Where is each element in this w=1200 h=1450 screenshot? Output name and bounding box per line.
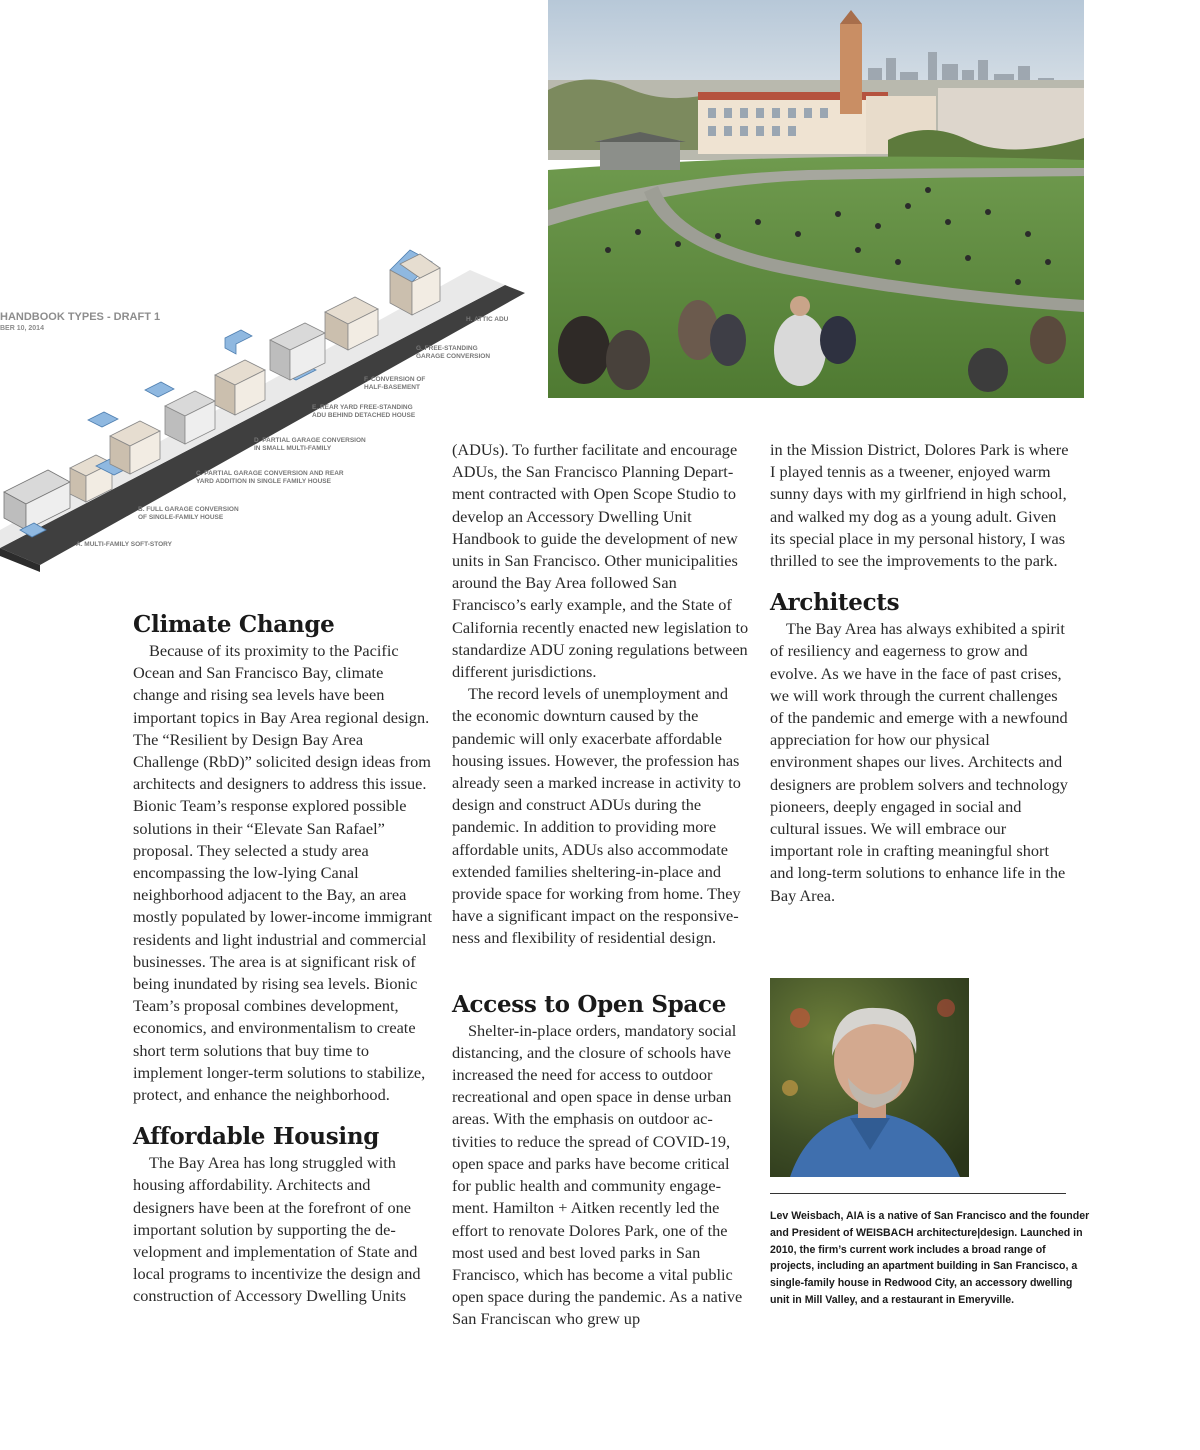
- bio-divider: [770, 1193, 1066, 1194]
- diagram-date: BER 10, 2014: [0, 325, 44, 332]
- diagram-label-g: G. FREE-STANDING: [416, 345, 478, 352]
- heading-access-open-space: Access to Open Space: [452, 990, 727, 1018]
- diagram-label-f: F. CONVERSION OF: [364, 376, 426, 383]
- diagram-label-g-2: GARAGE CONVERSION: [416, 353, 491, 360]
- paragraph-open-space: Shelter-in-place orders, mandatory social distancing, and the closure of schools have increased the need for access to outdoor recreational and open space in dense urban areas. With the emphasis on outdoor activities to reduce the spread of COVID-19, open space and parks have become critical for public health and community engagement. Hamilton + Aitken recently led the effort to renovate Dolores Park, one of the most used and best loved parks in San Francisco, which has become a vital public open space during the pandemic. As a native San Franciscan who grew up: [452, 1020, 743, 1329]
- heading-architects: Architects: [770, 589, 900, 617]
- paragraph-pandemic-adus: The record levels of unemployment and the economic downturn caused by the pandemic will only exacerbate affordable housing issues. However, the profession has already seen a marked increase in activity to design and construct ADUs during the pandemic. In addition to providing more affordable units, ADUs also accommodate extended families sheltering-in-place and provide space for working from home. They have a significant impact on the responsiveness and flexibility of residential design.: [452, 684, 741, 948]
- paragraph-adu-handbook: (ADUs). To further facilitate and encourage ADUs, the San Francisco Planning Department contracted with Open Scope Studio to develop an Accessory Dwelling Unit Handbook to guide the development of new units in San Francisco. Other municipalities around the Bay Area followed San Francisco’s early example, and the State of California recently enacted new legislation to standardize ADU zoning regulations between different jurisdictions.: [452, 440, 749, 682]
- heading-climate-change: Climate Change: [133, 611, 335, 638]
- diagram-label-a: A. MULTI-FAMILY SOFT-STORY: [76, 541, 172, 548]
- paragraph-affordable-housing: The Bay Area has long struggled with housing affordability. Architects and designers have been at the forefront of one important solution by supporting the development and implementation of State and local programs to incentivize the design and construction of Accessory Dwelling Units: [133, 1153, 421, 1306]
- diagram-label-e: E. REAR YARD FREE-STANDING: [312, 404, 413, 411]
- paragraph-architects: The Bay Area has always exhibited a spirit of resiliency and eagerness to grow and evolve. As we have in the face of past crises, we will work through the current challenges of the pandemic and emerge with a newfound appreciation for how our physical environment shapes our lives. Architects and designers are problem solvers and technology pioneers, deeply engaged in social and cultural issues. We will embrace our important role in crafting meaningful short and long-term solutions to enhance life in the Bay Area.: [770, 619, 1068, 905]
- diagram-label-b-2: OF SINGLE-FAMILY HOUSE: [138, 514, 224, 521]
- diagram-label-f-2: HALF-BASEMENT: [364, 384, 420, 391]
- diagram-label-d: D. PARTIAL GARAGE CONVERSION: [254, 437, 366, 444]
- paragraph-climate-change: Because of its proximity to the Pacific Ocean and San Francisco Bay, climate change and rising sea levels have been important topics in Bay Area regional design. The “Resilient by Design Bay Area Challenge (RbD)” solicited design ideas from architects and designers to address this issue. Bionic Team’s response explored possible solutions in their “Elevate San Rafael” proposal. They selected a study area encompassing the low-lying Canal neighborhood adjacent to the Bay, an area mostly populated by lower-income immigrant residents and light industrial and commercial businesses. The area is at significant risk of being inundated by rising sea levels. Bionic Team’s proposal combines development, economics, and environmentalism to create short term solutions that buy time to implement longer-term solutions to stabilize, protect, and enhance the neighborhood.: [133, 641, 433, 1105]
- article-column-2: [452, 439, 750, 1331]
- diagram-label-c-2: YARD ADDITION IN SINGLE FAMILY HOUSE: [196, 478, 331, 485]
- diagram-label-e-2: ADU BEHIND DETACHED HOUSE: [312, 412, 416, 419]
- author-portrait: [770, 978, 969, 1177]
- diagram-label-b: B. FULL GARAGE CONVERSION: [138, 506, 239, 513]
- author-bio: Lev Weisbach, AIA is a native of San Francisco and the founder and President of WEISBACH architecture|design. Launched in 2010, the firm’s current work includes a broad range of projects, including an apartment building in San Francisco, a single-family house in Redwood City, an accessory dwelling unit in Mill Valley, and a restaurant in Emeryville.: [770, 1210, 1090, 1306]
- diagram-label-d-2: IN SMALL MULTI-FAMILY: [254, 445, 332, 452]
- diagram-label-h: H. ATTIC ADU: [466, 316, 509, 323]
- diagram-label-c: C. PARTIAL GARAGE CONVERSION AND REAR: [196, 470, 344, 477]
- dolores-park-photo: [548, 0, 1084, 398]
- adu-handbook-diagram: [0, 230, 530, 580]
- article-column-3: [770, 439, 1070, 907]
- article-column-1: [133, 610, 433, 1308]
- diagram-title: HANDBOOK TYPES - DRAFT 1: [0, 311, 161, 323]
- paragraph-dolores-park: in the Mission District, Dolores Park is where I played tennis as a tweener, enjoyed warm sunny days with my girlfriend in high school, and walked my dog as a young adult. Given its special place in my personal history, I was thrilled to see the improvements to the park.: [770, 440, 1069, 571]
- heading-affordable-housing: Affordable Housing: [133, 1123, 380, 1151]
